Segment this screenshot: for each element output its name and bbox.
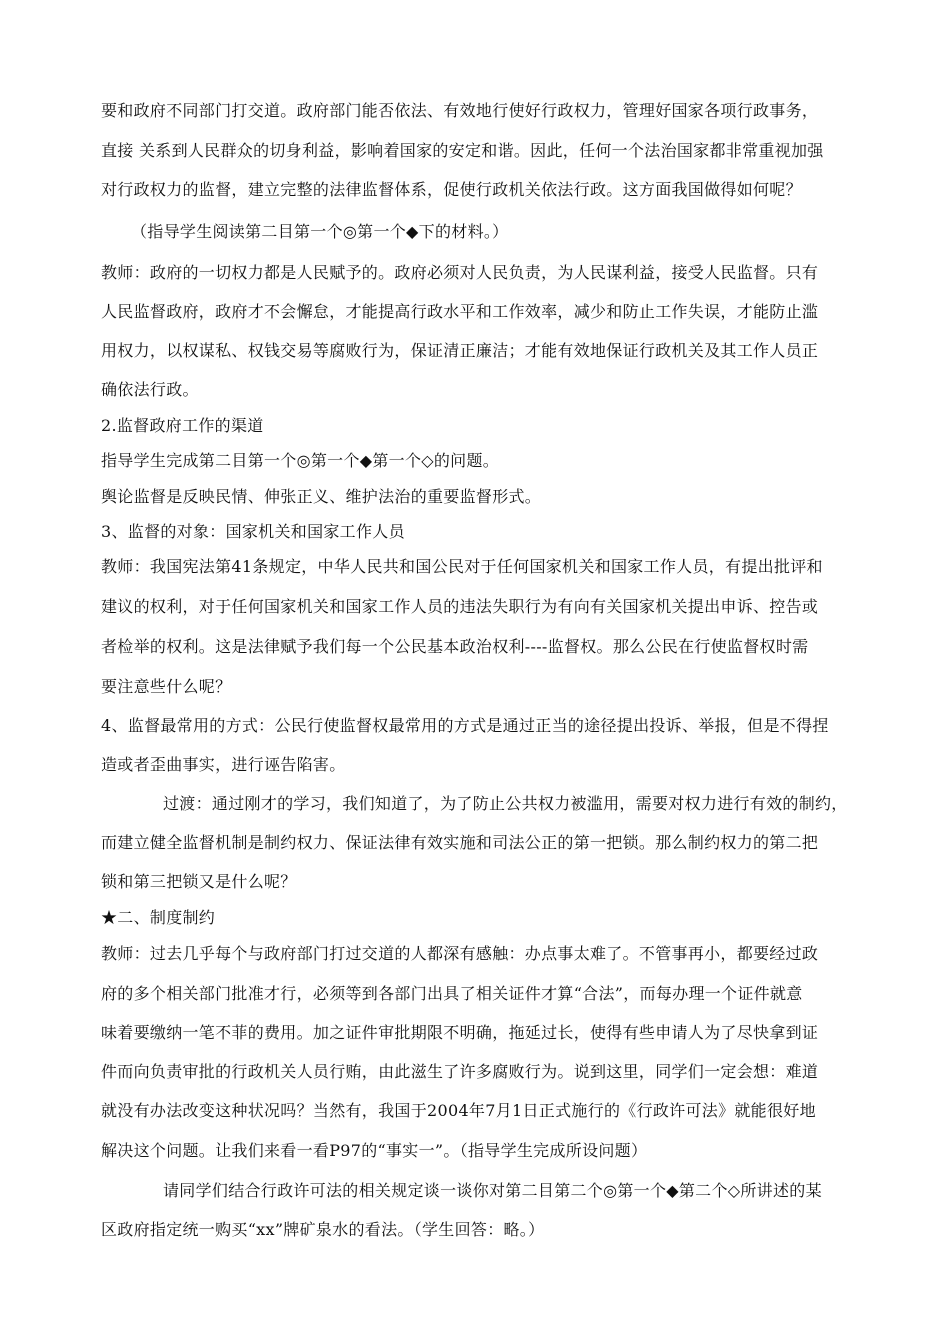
text-line: 人民监督政府，政府才不会懈怠，才能提高行政水平和工作效率，减少和防止工作失误，才能防止滥: [101, 302, 819, 321]
text-line: 要和政府不同部门打交道。政府部门能否依法、有效地行使好行政权力，管理好国家各项行政事务，: [101, 101, 819, 120]
section-heading: 4、监督最常用的方式：公民行使监督权最常用的方式是通过正当的途径提出投诉、举报，但是不得捏: [101, 716, 829, 735]
text-line: 解决这个问题。让我们来看一看P97的“事实一”。（指导学生完成所设问题）: [101, 1141, 648, 1160]
text-line: 就没有办法改变这种状况吗？当然有，我国于2004年7月1日正式施行的《行政许可法》就能很好地: [101, 1101, 816, 1120]
text-line: 而建立健全监督机制是制约权力、保证法律有效实施和司法公正的第一把锁。那么制约权力的第二把: [101, 833, 819, 852]
section-heading: ★二、制度制约: [101, 908, 216, 927]
text-line: 指导学生完成第二目第一个◎第一个◆第一个◇的问题。: [101, 451, 500, 470]
text-line: 建议的权利，对于任何国家机关和国家工作人员的违法失职行为有向有关国家机关提出申诉、控告或: [101, 597, 819, 616]
text-line: 府的多个相关部门批准才行，必须等到各部门出具了相关证件才算“合法”，而每办理一个证件就意: [101, 984, 803, 1003]
text-line: 过渡：通过刚才的学习，我们知道了，为了防止公共权力被滥用，需要对权力进行有效的制约，: [163, 794, 848, 813]
text-line: 对行政权力的监督，建立完整的法律监督体系，促使行政机关依法行政。这方面我国做得如何呢？: [101, 180, 802, 199]
text-line: 确依法行政。: [101, 380, 199, 399]
text-line: 造或者歪曲事实，进行诬告陷害。: [101, 755, 346, 774]
text-line: 直接 关系到人民群众的切身利益，影响着国家的安定和谐。因此，任何一个法治国家都非常重视加强: [101, 141, 824, 160]
text-line: 教师：我国宪法第41条规定，中华人民共和国公民对于任何国家机关和国家工作人员，有提出批评和: [101, 557, 823, 576]
text-line: 件而向负责审批的行政机关人员行贿，由此滋生了许多腐败行为。说到这里，同学们一定会想：难道: [101, 1062, 819, 1081]
section-heading: 3、监督的对象：国家机关和国家工作人员: [101, 522, 405, 541]
text-line: 锁和第三把锁又是什么呢？: [101, 872, 297, 891]
text-line: 用权力，以权谋私、权钱交易等腐败行为，保证清正廉洁；才能有效地保证行政机关及其工作人员正: [101, 341, 819, 360]
text-line: （指导学生阅读第二目第一个◎第一个◆下的材料。）: [131, 222, 509, 241]
section-heading: 2.监督政府工作的渠道: [101, 416, 264, 435]
text-line: 者检举的权利。这是法律赋予我们每一个公民基本政治权利----监督权。那么公民在行使监督权时需: [101, 637, 809, 656]
text-line: 教师：政府的一切权力都是人民赋予的。政府必须对人民负责，为人民谋利益，接受人民监督。只有: [101, 263, 819, 282]
text-line: 舆论监督是反映民情、伸张正义、维护法治的重要监督形式。: [101, 487, 542, 506]
text-line: 区政府指定统一购买“xx”牌矿泉水的看法。（学生回答：略。）: [101, 1220, 545, 1239]
text-line: 味着要缴纳一笔不菲的费用。加之证件审批期限不明确，拖延过长，使得有些申请人为了尽快拿到证: [101, 1023, 819, 1042]
text-line: 教师：过去几乎每个与政府部门打过交道的人都深有感触：办点事太难了。不管事再小，都要经过政: [101, 944, 819, 963]
text-line: 要注意些什么呢？: [101, 677, 232, 696]
text-line: 请同学们结合行政许可法的相关规定谈一谈你对第二目第二个◎第一个◆第二个◇所讲述的某: [163, 1181, 822, 1200]
